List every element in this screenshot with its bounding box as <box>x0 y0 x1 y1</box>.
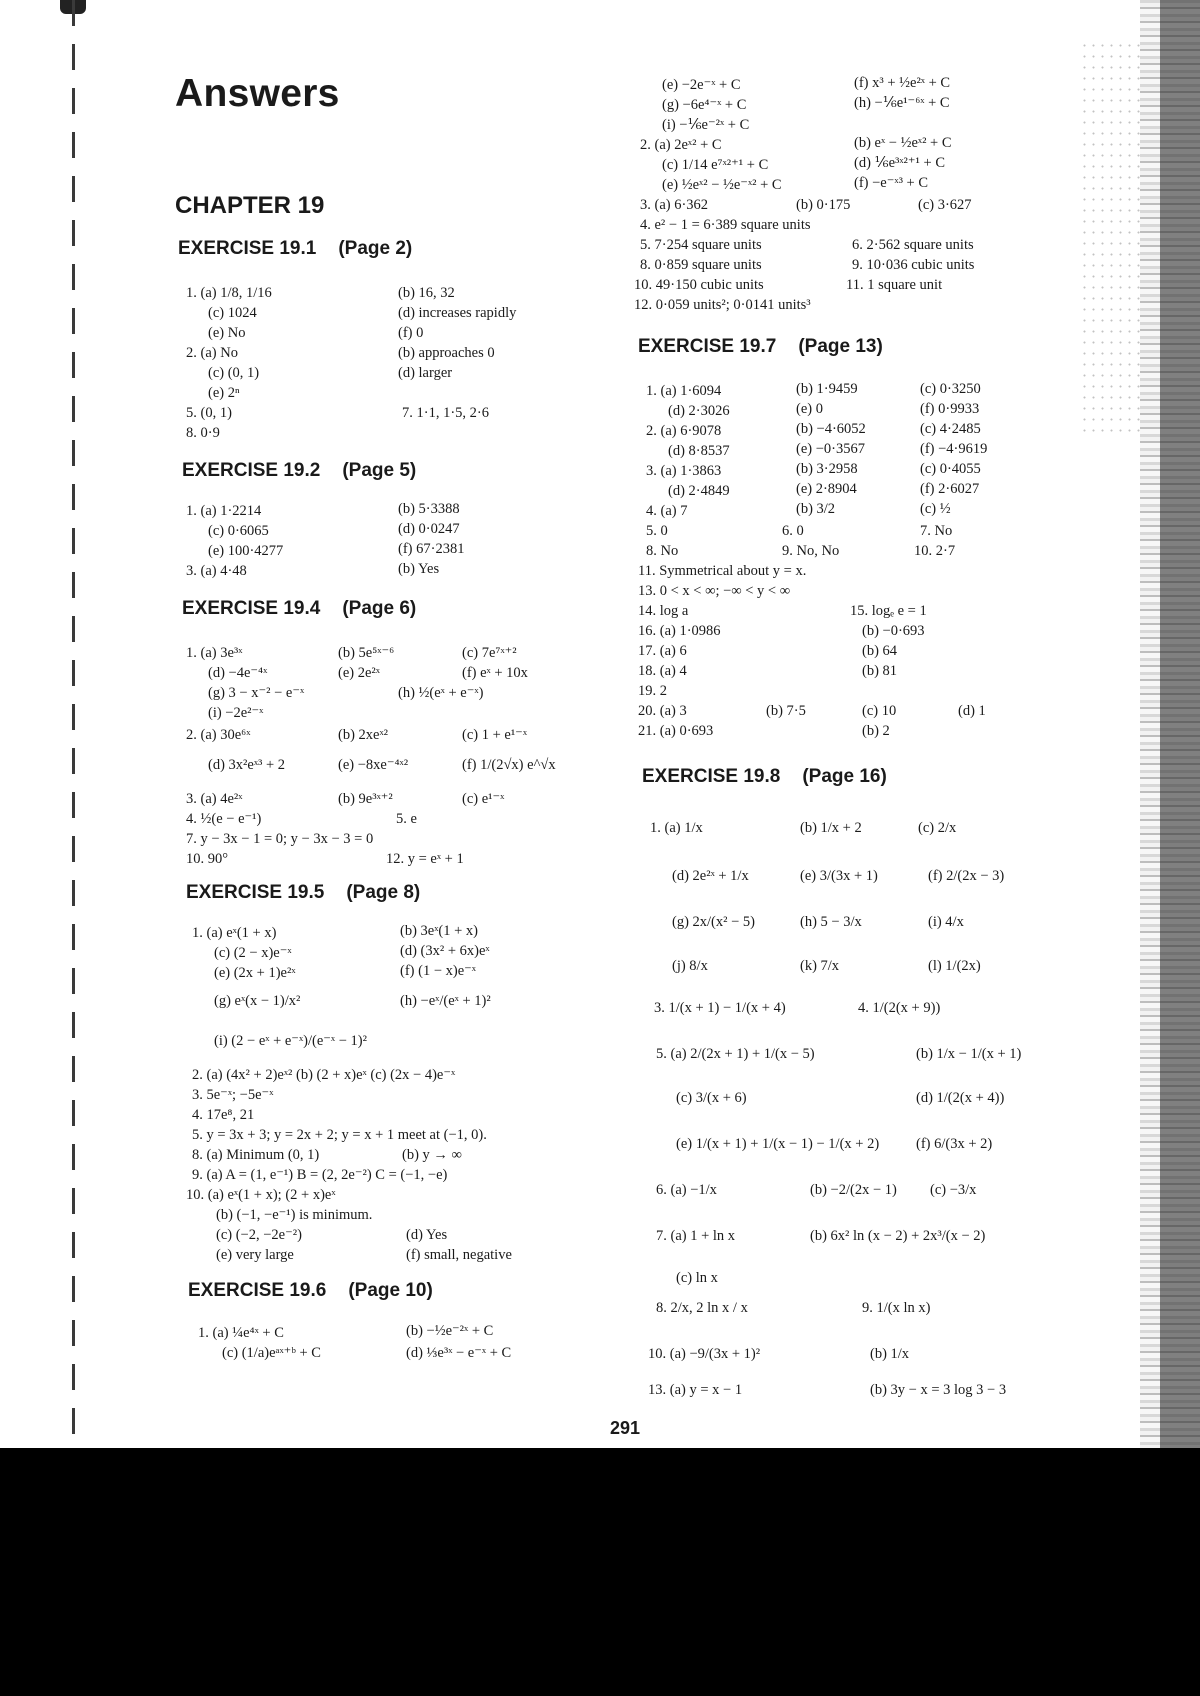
answer-line: (b) 3/2 <box>796 501 836 517</box>
scan-background <box>0 1448 1200 1696</box>
answer-line: (b) 9e³ˣ⁺² <box>338 791 393 807</box>
answer-line: (c) (1/a)eᵃˣ⁺ᵇ + C <box>222 1345 321 1361</box>
answer-line: (b) y → ∞ <box>402 1147 462 1163</box>
answer-line: (l) 1/(2x) <box>928 958 981 974</box>
answer-line: (f) 0·9933 <box>920 401 980 417</box>
answer-line: 4. ½(e − e⁻¹) <box>186 811 262 827</box>
answer-line: 2. (a) 6·9078 <box>646 423 722 439</box>
answer-line: 8. (a) Minimum (0, 1) <box>192 1147 320 1163</box>
answer-line: (f) eˣ + 10x <box>462 665 528 681</box>
answer-line: (d) 1/(2(x + 4)) <box>916 1090 1005 1106</box>
answer-line: (b) 1/x + 2 <box>800 820 862 836</box>
answer-line: 8. 0·9 <box>186 425 220 441</box>
answer-line: (b) −4·6052 <box>796 421 866 437</box>
answer-line: (c) 0·3250 <box>920 381 981 397</box>
answer-line: 1. (a) 3e³ˣ <box>186 645 243 661</box>
answer-line: (g) 3 − x⁻² − e⁻ˣ <box>208 685 305 701</box>
answer-line: (c) (2 − x)e⁻ˣ <box>214 945 292 961</box>
answer-line: (c) (0, 1) <box>208 365 260 381</box>
answer-line: (c) (−2, −2e⁻²) <box>216 1227 302 1243</box>
answer-line: (b) −½e⁻²ˣ + C <box>406 1323 494 1339</box>
answer-line: (b) 81 <box>862 663 898 679</box>
answer-line: (c) −3/x <box>930 1182 977 1198</box>
answer-line: (e) 2·8904 <box>796 481 857 497</box>
answer-line: (k) 7/x <box>800 958 840 974</box>
answer-line: (h) 5 − 3/x <box>800 914 862 930</box>
answer-line: (c) 7e⁷ˣ⁺² <box>462 645 517 661</box>
answer-line: (d) (3x² + 6x)eˣ <box>400 943 490 959</box>
answer-line: 12. y = eˣ + 1 <box>386 851 464 867</box>
answer-line: (h) ½(eˣ + e⁻ˣ) <box>398 685 484 701</box>
answer-line: (b) 1·9459 <box>796 381 858 397</box>
answer-line: (d) larger <box>398 365 453 381</box>
answer-line: (e) very large <box>216 1247 294 1263</box>
answer-line: (b) −0·693 <box>862 623 925 639</box>
exercise-heading: EXERCISE 19.4 (Page 6) <box>182 598 417 619</box>
answer-line: (b) 2 <box>862 723 890 739</box>
answer-line: (b) 5e⁵ˣ⁻⁶ <box>338 645 395 661</box>
answer-line: (g) 2x/(x² − 5) <box>672 914 755 930</box>
answer-line: (b) 5·3388 <box>398 501 460 517</box>
answer-line: 2. (a) 30e⁶ˣ <box>186 727 251 743</box>
answer-line: 19. 2 <box>638 683 667 699</box>
answer-line: 16. (a) 1·0986 <box>638 623 721 639</box>
answer-line: (f) 6/(3x + 2) <box>916 1136 993 1152</box>
answer-line: (e) ½eˣ² − ½e⁻ˣ² + C <box>662 177 782 193</box>
answer-line: (g) eˣ(x − 1)/x² <box>214 993 301 1009</box>
answer-line: (c) 1 + e¹⁻ˣ <box>462 727 528 743</box>
answer-line: 3. 1/(x + 1) − 1/(x + 4) <box>654 1000 786 1016</box>
answer-line: (f) (1 − x)e⁻ˣ <box>400 963 476 979</box>
answer-line: (c) e¹⁻ˣ <box>462 791 505 807</box>
answer-line: 3. (a) 4·48 <box>186 563 247 579</box>
answer-line: 6. 2·562 square units <box>852 237 974 253</box>
answer-line: 5. 7·254 square units <box>640 237 762 253</box>
answer-line: 5. (0, 1) <box>186 405 232 421</box>
answer-line: (f) 0 <box>398 325 424 341</box>
answer-line: 11. 1 square unit <box>846 277 943 293</box>
answer-line: (b) −2/(2x − 1) <box>810 1182 897 1198</box>
answer-line: (e) 3/(3x + 1) <box>800 868 878 884</box>
page-title: Answers <box>175 72 340 115</box>
answer-line: 7. 1·1, 1·5, 2·6 <box>402 405 489 421</box>
answer-line: (d) 8·8537 <box>668 443 730 459</box>
answer-line: 21. (a) 0·693 <box>638 723 714 739</box>
answer-line: (g) −6e⁴⁻ˣ + C <box>662 97 747 113</box>
answer-line: 8. No <box>646 543 679 559</box>
answer-line: (b) 1/x <box>870 1346 910 1362</box>
answer-line: 7. No <box>920 523 953 539</box>
answer-line: (b) 64 <box>862 643 898 659</box>
answer-line: 13. 0 < x < ∞; −∞ < y < ∞ <box>638 583 791 599</box>
binding-line <box>72 0 75 1448</box>
exercise-heading: EXERCISE 19.7 (Page 13) <box>638 336 883 357</box>
answer-line: (b) Yes <box>398 561 440 577</box>
answer-line: (b) 3y − x = 3 log 3 − 3 <box>870 1382 1007 1398</box>
answer-line: (b) 6x² ln (x − 2) + 2x³/(x − 2) <box>810 1228 986 1244</box>
answer-line: 10. (a) eˣ(1 + x); (2 + x)eˣ <box>186 1187 336 1203</box>
answer-line: (e) (2x + 1)e²ˣ <box>214 965 296 981</box>
answer-line: (c) 10 <box>862 703 897 719</box>
exercise-heading: EXERCISE 19.5 (Page 8) <box>186 882 421 903</box>
answer-line: (f) 2·6027 <box>920 481 980 497</box>
answer-line: (c) ln x <box>676 1270 718 1286</box>
exercise-heading: EXERCISE 19.1 (Page 2) <box>178 238 413 259</box>
answer-line: 6. (a) −1/x <box>656 1182 717 1198</box>
answer-line: (f) 67·2381 <box>398 541 465 557</box>
answer-line: (d) increases rapidly <box>398 305 517 321</box>
answer-line: 5. (a) 2/(2x + 1) + 1/(x − 5) <box>656 1046 815 1062</box>
answer-line: 10. 2·7 <box>914 543 956 559</box>
answer-line: (d) 3x²eˣ³ + 2 <box>208 757 286 773</box>
answer-line: (f) small, negative <box>406 1247 512 1263</box>
answer-line: 10. 49·150 cubic units <box>634 277 764 293</box>
answer-line: (e) No <box>208 325 246 341</box>
answer-line: (b) 3eˣ(1 + x) <box>400 923 478 939</box>
answer-line: (e) 1/(x + 1) + 1/(x − 1) − 1/(x + 2) <box>676 1136 880 1152</box>
answer-line: 18. (a) 4 <box>638 663 687 679</box>
answer-line: (b) eˣ − ½eˣ² + C <box>854 135 952 151</box>
answer-line: (b) 1/x − 1/(x + 1) <box>916 1046 1022 1062</box>
page-number: 291 <box>610 1418 641 1438</box>
answer-line: (c) 0·6065 <box>208 523 269 539</box>
answer-line: 4. (a) 7 <box>646 503 688 519</box>
answer-line: (f) x³ + ½e²ˣ + C <box>854 75 951 91</box>
answer-line: (j) 8/x <box>672 958 708 974</box>
answer-line: (c) ½ <box>920 501 951 517</box>
answer-line: 8. 0·859 square units <box>640 257 762 273</box>
answer-line: 8. 2/x, 2 ln x / x <box>656 1300 748 1316</box>
answer-line: 2. (a) (4x² + 2)eˣ² (b) (2 + x)eˣ (c) (2x − 4)e⁻ˣ <box>192 1067 456 1083</box>
answer-line: (b) 7·5 <box>766 703 806 719</box>
answer-line: (b) (−1, −e⁻¹) is minimum. <box>216 1207 373 1223</box>
answer-line: 9. No, No <box>782 543 840 559</box>
answer-line: (d) 2e²ˣ + 1/x <box>672 868 749 884</box>
answer-line: (i) (2 − eˣ + e⁻ˣ)/(e⁻ˣ − 1)² <box>214 1033 367 1049</box>
answer-line: 9. (a) A = (1, e⁻¹) B = (2, 2e⁻²) C = (−1, −e) <box>192 1167 448 1183</box>
chapter-heading: CHAPTER 19 <box>175 192 325 219</box>
answer-line: 6. 0 <box>782 523 804 539</box>
answer-line: (d) −4e⁻⁴ˣ <box>208 665 268 681</box>
answer-line: 13. (a) y = x − 1 <box>648 1382 743 1398</box>
answer-line: (d) 1 <box>958 703 986 719</box>
answer-line: (f) 1/(2√x) e^√x <box>462 757 556 773</box>
answer-line: (i) −2e²⁻ˣ <box>208 705 264 721</box>
answer-line: (f) −e⁻ˣ³ + C <box>854 175 929 191</box>
answer-line: 1. (a) 1·6094 <box>646 383 722 399</box>
answer-line: 3. (a) 6·362 <box>640 197 709 213</box>
answer-line: (c) 4·2485 <box>920 421 981 437</box>
answer-line: 2. (a) No <box>186 345 238 361</box>
answer-line: 1. (a) 1/x <box>650 820 703 836</box>
exercise-heading: EXERCISE 19.6 (Page 10) <box>188 1280 433 1301</box>
answer-line: (c) 1024 <box>208 305 257 321</box>
answer-line: (c) 0·4055 <box>920 461 981 477</box>
answer-line: 1. (a) 1·2214 <box>186 503 262 519</box>
answer-line: (b) approaches 0 <box>398 345 495 361</box>
answer-line: 3. 5e⁻ˣ; −5e⁻ˣ <box>192 1087 274 1103</box>
answer-line: (d) Yes <box>406 1227 448 1243</box>
answer-line: 4. 1/(2(x + 9)) <box>858 1000 941 1016</box>
answer-line: 20. (a) 3 <box>638 703 687 719</box>
answer-line: (d) ⅓e³ˣ − e⁻ˣ + C <box>406 1345 512 1361</box>
answer-line: 11. Symmetrical about y = x. <box>638 563 807 579</box>
answer-line: 12. 0·059 units²; 0·0141 units³ <box>634 297 811 313</box>
answer-line: 7. y − 3x − 1 = 0; y − 3x − 3 = 0 <box>186 831 374 847</box>
answer-line: (c) 3/(x + 6) <box>676 1090 747 1106</box>
answer-line: 5. e <box>396 811 417 827</box>
answer-line: (e) 0 <box>796 401 823 417</box>
answer-line: 4. e² − 1 = 6·389 square units <box>640 217 811 233</box>
scan-noise <box>1080 40 1140 440</box>
answer-line: 4. 17e⁸, 21 <box>192 1107 255 1123</box>
answer-line: 7. (a) 1 + ln x <box>656 1228 736 1244</box>
answer-line: 3. (a) 1·3863 <box>646 463 722 479</box>
answer-line: (c) 3·627 <box>918 197 972 213</box>
answer-line: 14. log a <box>638 603 689 619</box>
answer-line: 10. 90° <box>186 851 229 867</box>
answer-line: (d) 2·3026 <box>668 403 730 419</box>
answer-line: 1. (a) ¼e⁴ˣ + C <box>198 1325 284 1341</box>
answer-line: (b) 2xeˣ² <box>338 727 389 743</box>
answer-line: (e) 2ⁿ <box>208 385 240 401</box>
answer-line: (e) 2e²ˣ <box>338 665 380 681</box>
answer-line: 17. (a) 6 <box>638 643 687 659</box>
answer-line: (e) −0·3567 <box>796 441 865 457</box>
answer-line: (f) −4·9619 <box>920 441 988 457</box>
answer-line: (f) 2/(2x − 3) <box>928 868 1005 884</box>
answer-line: (i) 4/x <box>928 914 964 930</box>
answer-line: (b) 16, 32 <box>398 285 455 301</box>
answer-line: (d) ⅙e³ˣ²⁺¹ + C <box>854 155 946 171</box>
answer-line: (e) −2e⁻ˣ + C <box>662 77 741 93</box>
exercise-heading: EXERCISE 19.8 (Page 16) <box>642 766 887 787</box>
answer-line: (c) 1/14 e⁷ˣ²⁺¹ + C <box>662 157 769 173</box>
answer-line: 5. 0 <box>646 523 668 539</box>
answer-line: (b) 0·175 <box>796 197 851 213</box>
answer-line: (h) −⅙e¹⁻⁶ˣ + C <box>854 95 950 111</box>
answer-line: 1. (a) 1/8, 1/16 <box>186 285 272 301</box>
answer-line: 9. 1/(x ln x) <box>862 1300 931 1316</box>
answer-line: 3. (a) 4e²ˣ <box>186 791 243 807</box>
answer-line: 1. (a) eˣ(1 + x) <box>192 925 277 941</box>
answer-line: (h) −eˣ/(eˣ + 1)² <box>400 993 491 1009</box>
answer-line: 15. logₑ e = 1 <box>850 603 927 619</box>
answer-line: (d) 0·0247 <box>398 521 460 537</box>
answer-line: 10. (a) −9/(3x + 1)² <box>648 1346 761 1362</box>
exercise-heading: EXERCISE 19.2 (Page 5) <box>182 460 417 481</box>
answer-line: (e) 100·4277 <box>208 543 284 559</box>
answer-line: (e) −8xe⁻⁴ˣ² <box>338 757 409 773</box>
answer-line: (i) −⅙e⁻²ˣ + C <box>662 117 750 133</box>
answer-line: 9. 10·036 cubic units <box>852 257 975 273</box>
answer-line: (d) 2·4849 <box>668 483 730 499</box>
book-spine-shadow <box>1160 0 1200 1448</box>
answer-line: (b) 3·2958 <box>796 461 858 477</box>
answer-line: 2. (a) 2eˣ² + C <box>640 137 722 153</box>
answer-line: 5. y = 3x + 3; y = 2x + 2; y = x + 1 meet at (−1, 0). <box>192 1127 487 1143</box>
answer-line: (c) 2/x <box>918 820 957 836</box>
